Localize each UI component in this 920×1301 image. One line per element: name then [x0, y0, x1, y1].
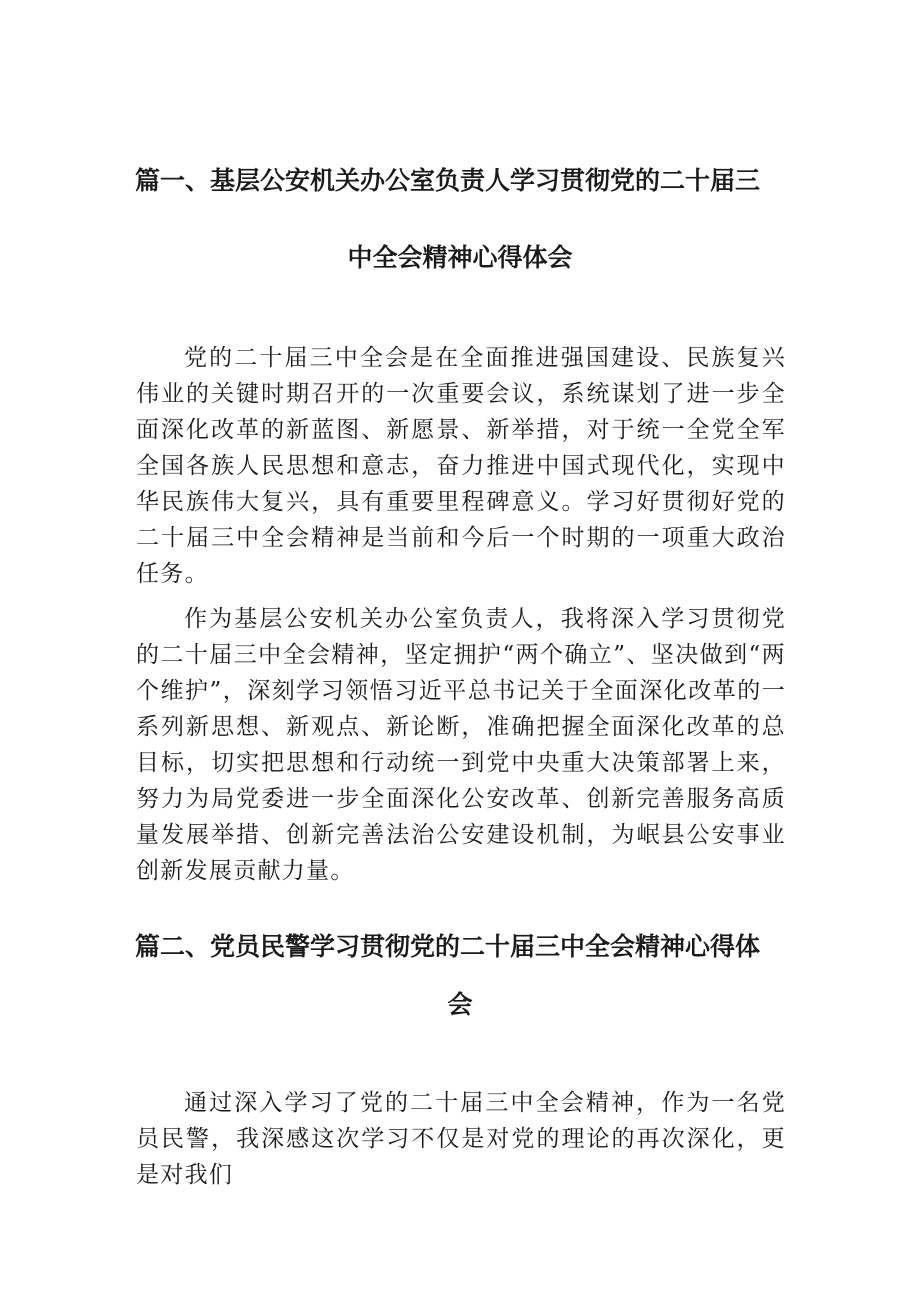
section-2-paragraph-1: 通过深入学习了党的二十届三中全会精神，作为一名党员民警，我深感这次学习不仅是对党的理论的再次深化，更是对我们	[136, 1090, 786, 1188]
section-1-heading-line-2: 中全会精神心得体会	[347, 243, 573, 272]
section-1-heading-line-1: 篇一、基层公安机关办公室负责人学习贯彻党的二十届三	[135, 166, 761, 195]
section-1-paragraph-2: 作为基层公安机关办公室负责人，我将深入学习贯彻党的二十届三中全会精神，坚定拥护“两个确立”、坚决做到“两个维护”，深刻学习领悟习近平总书记关于全面深化改革的一系列新思想、新观点、新论断，准确把握全面深化改革的总目标，切实把思想和行动统一到党中央重大决策部署上来，努力为局党委进一步全面深化公安改革、创新完善服务高质量发展举措、创新完善法治公安建设机制，为岷县公安事业创新发展贡献力量。	[136, 606, 786, 884]
section-1-paragraph-1: 党的二十届三中全会是在全面推进强国建设、民族复兴伟业的关键时期召开的一次重要会议，系统谋划了进一步全面深化改革的新蓝图、新愿景、新举措，对于统一全党全军全国各族人民思想和意志，奋力推进中国式现代化，实现中华民族伟大复兴，具有重要里程碑意义。学习好贯彻好党的二十届三中全会精神是当前和今后一个时期的一项重大政治任务。	[136, 345, 786, 587]
section-2-heading-line-1: 篇二、党员民警学习贯彻党的二十届三中全会精神心得体	[135, 932, 761, 961]
section-2-heading-line-2: 会	[447, 990, 473, 1019]
